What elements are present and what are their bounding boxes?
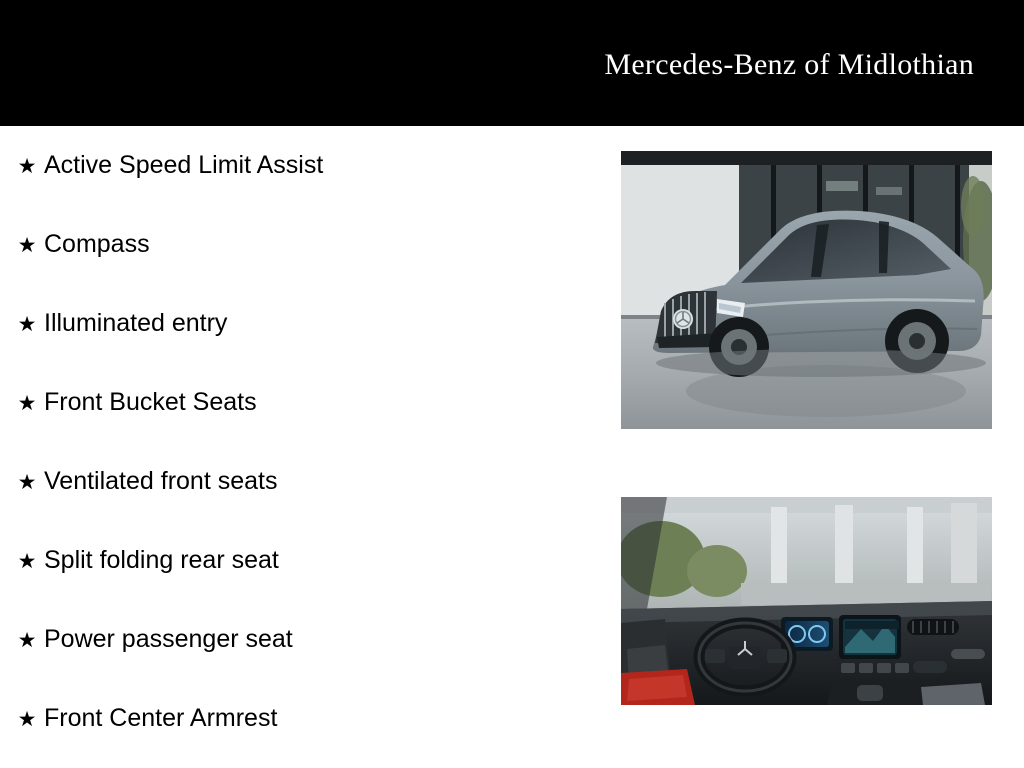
list-item xyxy=(10,545,610,624)
star-icon: ★ xyxy=(17,234,37,257)
vehicle-interior-illustration xyxy=(621,497,992,705)
list-item xyxy=(10,229,610,308)
star-icon: ★ xyxy=(17,550,37,573)
list-item xyxy=(10,308,610,387)
list-item xyxy=(10,703,610,768)
vehicle-interior-photo xyxy=(621,497,992,705)
star-icon: ★ xyxy=(17,155,37,178)
star-icon: ★ xyxy=(17,708,37,731)
star-icon: ★ xyxy=(17,629,37,652)
slide-header-bar xyxy=(0,0,1024,126)
feature-label: Illuminated entry xyxy=(44,309,228,337)
feature-list xyxy=(10,150,610,768)
feature-label: Front Bucket Seats xyxy=(44,388,257,416)
star-icon: ★ xyxy=(17,313,37,336)
vehicle-exterior-illustration xyxy=(621,151,992,429)
list-item xyxy=(10,624,610,703)
feature-label: Front Center Armrest xyxy=(44,704,278,732)
feature-label: Split folding rear seat xyxy=(44,546,279,574)
star-icon: ★ xyxy=(17,471,37,494)
feature-label: Compass xyxy=(44,230,150,258)
list-item xyxy=(10,466,610,545)
list-item xyxy=(10,387,610,466)
dealer-name-title: Mercedes-Benz of Midlothian xyxy=(604,48,974,81)
list-item xyxy=(10,150,610,229)
feature-label: Power passenger seat xyxy=(44,625,293,653)
feature-label: Ventilated front seats xyxy=(44,467,278,495)
star-icon: ★ xyxy=(17,392,37,415)
vehicle-exterior-photo xyxy=(621,151,992,429)
feature-label: Active Speed Limit Assist xyxy=(44,151,324,179)
